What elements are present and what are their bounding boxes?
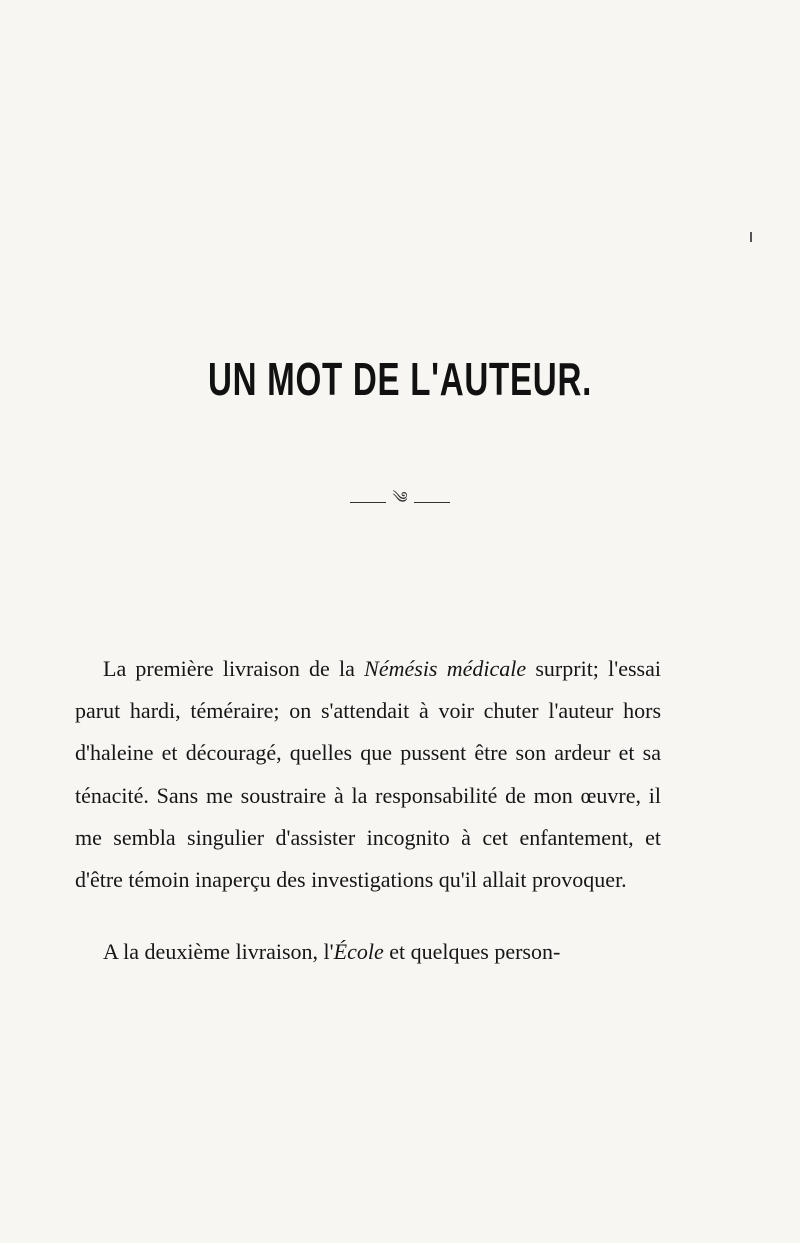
body-text [75, 648, 661, 973]
margin-speck [750, 232, 752, 242]
fleuron-icon: ༄ [392, 490, 408, 507]
paragraph-1-italic-title: Némésis médicale [364, 656, 527, 681]
paragraph-1-text-start: La première livraison de la [103, 656, 365, 681]
ornament-rule-right [414, 502, 450, 503]
paragraph-1 [75, 648, 661, 901]
page-title: UN MOT DE L'AUTEUR. [207, 353, 593, 405]
paragraph-2-text-start: A la deuxième livraison, l' [103, 939, 334, 965]
title-ornament [0, 480, 800, 525]
paragraph-2 [75, 931, 661, 973]
ornament-rule-left [350, 502, 386, 503]
paragraph-1-text-end: surprit; l'essai parut hardi, téméraire; on s'attendait à voir chuter l'auteur hors d'haleine et découragé, quelles que pussent être son ardeur et sa ténacité. Sans me soustraire à la responsabilité de mon œuvre, il me sembla singulier d'assister incognito à cet enfantement, et d'être témoin inaperçu des investigations qu'il allait provoquer. [75, 656, 661, 893]
paragraph-2-text-end: et quelques person- [383, 939, 561, 965]
paragraph-2-italic-word: École [333, 939, 384, 965]
